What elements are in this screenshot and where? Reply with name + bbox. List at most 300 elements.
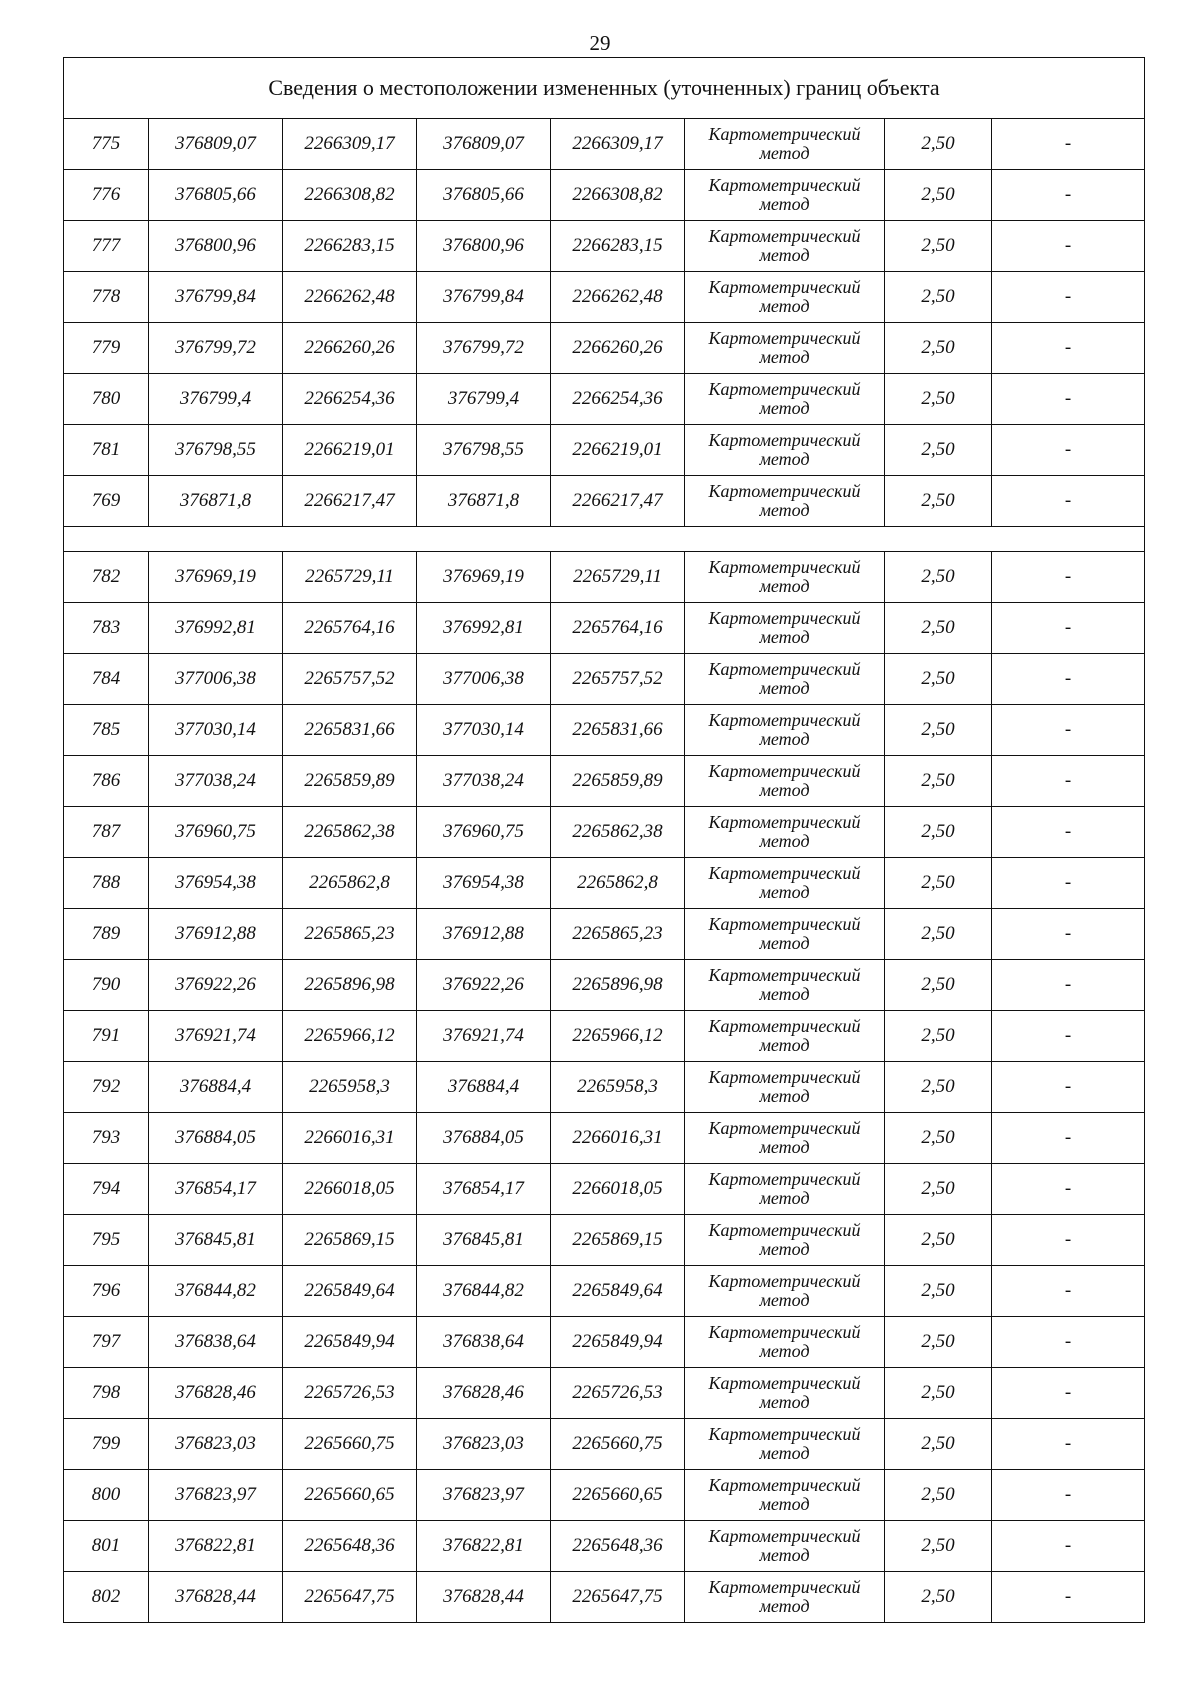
existing-y-cell: 2265849,94 [283,1317,417,1368]
point-number-cell: 800 [64,1470,149,1521]
method-line2: метод [759,1086,810,1106]
method-line2: метод [759,882,810,902]
table-row [64,1011,1145,1062]
existing-y-cell: 2265966,12 [283,1011,417,1062]
method-line1: Картометрический [708,328,861,348]
method-line2: метод [759,1137,810,1157]
existing-x-cell: 376823,97 [149,1470,283,1521]
accuracy-cell: 2,50 [885,374,992,425]
method-line1: Картометрический [708,430,861,450]
point-number-cell: 775 [64,119,149,170]
refined-x-cell: 376912,88 [417,909,551,960]
refined-y-cell: 2265764,16 [551,603,685,654]
accuracy-cell: 2,50 [885,552,992,603]
note-cell: - [992,272,1145,323]
point-number-cell: 787 [64,807,149,858]
point-number-cell: 784 [64,654,149,705]
method-cell [685,603,885,654]
table-row [64,1317,1145,1368]
note-cell: - [992,1470,1145,1521]
refined-y-cell: 2265958,3 [551,1062,685,1113]
refined-x-cell: 376844,82 [417,1266,551,1317]
method-line1: Картометрический [708,965,861,985]
note-cell: - [992,960,1145,1011]
method-cell [685,756,885,807]
refined-y-cell: 2266309,17 [551,119,685,170]
method-line1: Картометрический [708,1577,861,1597]
method-line2: метод [759,1239,810,1259]
refined-y-cell: 2265831,66 [551,705,685,756]
refined-y-cell: 2265849,64 [551,1266,685,1317]
existing-x-cell: 376912,88 [149,909,283,960]
method-cell [685,1521,885,1572]
method-cell [685,1368,885,1419]
method-line2: метод [759,245,810,265]
existing-x-cell: 376805,66 [149,170,283,221]
existing-x-cell: 376884,4 [149,1062,283,1113]
table-row [64,552,1145,603]
refined-y-cell: 2265726,53 [551,1368,685,1419]
method-line1: Картометрический [708,481,861,501]
refined-x-cell: 376822,81 [417,1521,551,1572]
table-row [64,1470,1145,1521]
note-cell: - [992,221,1145,272]
refined-y-cell: 2265862,38 [551,807,685,858]
method-line2: метод [759,576,810,596]
method-line1: Картометрический [708,124,861,144]
note-cell: - [992,425,1145,476]
refined-x-cell: 376799,4 [417,374,551,425]
method-line2: метод [759,1035,810,1055]
note-cell: - [992,909,1145,960]
method-line2: метод [759,627,810,647]
accuracy-cell: 2,50 [885,654,992,705]
method-line1: Картометрический [708,226,861,246]
accuracy-cell: 2,50 [885,170,992,221]
refined-y-cell: 2265729,11 [551,552,685,603]
existing-x-cell: 376809,07 [149,119,283,170]
existing-y-cell: 2266254,36 [283,374,417,425]
table-row [64,756,1145,807]
accuracy-cell: 2,50 [885,1164,992,1215]
method-cell [685,909,885,960]
method-line1: Картометрический [708,914,861,934]
existing-y-cell: 2265764,16 [283,603,417,654]
note-cell: - [992,323,1145,374]
point-number-cell: 802 [64,1572,149,1623]
method-line1: Картометрический [708,1322,861,1342]
existing-x-cell: 377030,14 [149,705,283,756]
table-row [64,603,1145,654]
method-line1: Картометрический [708,608,861,628]
refined-y-cell: 2265660,75 [551,1419,685,1470]
note-cell: - [992,1215,1145,1266]
method-cell [685,476,885,527]
point-number-cell: 793 [64,1113,149,1164]
existing-y-cell: 2265849,64 [283,1266,417,1317]
refined-x-cell: 376871,8 [417,476,551,527]
table-title-row [64,58,1145,119]
group-separator [64,527,1145,552]
note-cell: - [992,1011,1145,1062]
method-line1: Картометрический [708,1169,861,1189]
refined-y-cell: 2265865,23 [551,909,685,960]
method-cell [685,323,885,374]
existing-x-cell: 376838,64 [149,1317,283,1368]
refined-x-cell: 376823,03 [417,1419,551,1470]
existing-y-cell: 2266016,31 [283,1113,417,1164]
refined-x-cell: 377006,38 [417,654,551,705]
table-row [64,909,1145,960]
accuracy-cell: 2,50 [885,1419,992,1470]
point-number-cell: 783 [64,603,149,654]
existing-x-cell: 376844,82 [149,1266,283,1317]
refined-y-cell: 2265757,52 [551,654,685,705]
table-row [64,119,1145,170]
existing-y-cell: 2265831,66 [283,705,417,756]
refined-y-cell: 2266016,31 [551,1113,685,1164]
accuracy-cell: 2,50 [885,1266,992,1317]
method-line1: Картометрический [708,761,861,781]
method-line2: метод [759,398,810,418]
accuracy-cell: 2,50 [885,1062,992,1113]
refined-x-cell: 377030,14 [417,705,551,756]
method-cell [685,1062,885,1113]
point-number-cell: 801 [64,1521,149,1572]
method-cell [685,1215,885,1266]
accuracy-cell: 2,50 [885,1368,992,1419]
existing-x-cell: 377038,24 [149,756,283,807]
point-number-cell: 798 [64,1368,149,1419]
method-line2: метод [759,1341,810,1361]
note-cell: - [992,119,1145,170]
note-cell: - [992,807,1145,858]
existing-x-cell: 376800,96 [149,221,283,272]
existing-y-cell: 2265726,53 [283,1368,417,1419]
refined-x-cell: 376799,84 [417,272,551,323]
group-separator-row [64,527,1145,552]
accuracy-cell: 2,50 [885,1317,992,1368]
method-cell [685,858,885,909]
accuracy-cell: 2,50 [885,1215,992,1266]
existing-y-cell: 2266217,47 [283,476,417,527]
point-number-cell: 792 [64,1062,149,1113]
method-cell [685,170,885,221]
accuracy-cell: 2,50 [885,272,992,323]
refined-y-cell: 2266254,36 [551,374,685,425]
table-row [64,170,1145,221]
method-line2: метод [759,296,810,316]
point-number-cell: 779 [64,323,149,374]
note-cell: - [992,1164,1145,1215]
existing-x-cell: 376828,44 [149,1572,283,1623]
existing-y-cell: 2265859,89 [283,756,417,807]
existing-y-cell: 2266018,05 [283,1164,417,1215]
accuracy-cell: 2,50 [885,1113,992,1164]
refined-x-cell: 376845,81 [417,1215,551,1266]
refined-y-cell: 2265849,94 [551,1317,685,1368]
method-cell [685,705,885,756]
refined-x-cell: 376954,38 [417,858,551,909]
existing-x-cell: 376854,17 [149,1164,283,1215]
method-line1: Картометрический [708,863,861,883]
point-number-cell: 794 [64,1164,149,1215]
method-line2: метод [759,347,810,367]
existing-x-cell: 376799,4 [149,374,283,425]
existing-y-cell: 2265757,52 [283,654,417,705]
point-number-cell: 797 [64,1317,149,1368]
method-cell [685,1011,885,1062]
method-cell [685,1113,885,1164]
table-row [64,858,1145,909]
refined-x-cell: 376828,44 [417,1572,551,1623]
existing-x-cell: 376922,26 [149,960,283,1011]
method-cell [685,374,885,425]
existing-y-cell: 2265862,38 [283,807,417,858]
refined-x-cell: 376960,75 [417,807,551,858]
existing-y-cell: 2266260,26 [283,323,417,374]
accuracy-cell: 2,50 [885,807,992,858]
existing-y-cell: 2265647,75 [283,1572,417,1623]
table-row [64,221,1145,272]
refined-x-cell: 376800,96 [417,221,551,272]
method-line2: метод [759,984,810,1004]
method-line2: метод [759,1443,810,1463]
table-row [64,425,1145,476]
existing-x-cell: 376828,46 [149,1368,283,1419]
refined-y-cell: 2266217,47 [551,476,685,527]
existing-x-cell: 376992,81 [149,603,283,654]
note-cell: - [992,1419,1145,1470]
method-cell [685,221,885,272]
accuracy-cell: 2,50 [885,425,992,476]
method-line1: Картометрический [708,659,861,679]
refined-x-cell: 376828,46 [417,1368,551,1419]
method-line2: метод [759,831,810,851]
table-row [64,1062,1145,1113]
method-cell [685,119,885,170]
existing-x-cell: 376969,19 [149,552,283,603]
method-line1: Картометрический [708,1067,861,1087]
point-number-cell: 795 [64,1215,149,1266]
point-number-cell: 799 [64,1419,149,1470]
point-number-cell: 789 [64,909,149,960]
method-line1: Картометрический [708,557,861,577]
table-row [64,705,1145,756]
refined-x-cell: 376799,72 [417,323,551,374]
method-line1: Картометрический [708,1475,861,1495]
method-line2: метод [759,449,810,469]
method-cell [685,552,885,603]
existing-x-cell: 376799,72 [149,323,283,374]
table-row [64,1164,1145,1215]
accuracy-cell: 2,50 [885,909,992,960]
note-cell: - [992,1368,1145,1419]
page-number: 29 [589,31,611,55]
table-row [64,1572,1145,1623]
accuracy-cell: 2,50 [885,476,992,527]
accuracy-cell: 2,50 [885,1572,992,1623]
note-cell: - [992,374,1145,425]
method-line1: Картометрический [708,1271,861,1291]
refined-x-cell: 376805,66 [417,170,551,221]
refined-x-cell: 376969,19 [417,552,551,603]
point-number-cell: 778 [64,272,149,323]
refined-x-cell: 376838,64 [417,1317,551,1368]
note-cell: - [992,552,1145,603]
point-number-cell: 782 [64,552,149,603]
existing-x-cell: 376799,84 [149,272,283,323]
accuracy-cell: 2,50 [885,119,992,170]
method-cell [685,1317,885,1368]
refined-x-cell: 376798,55 [417,425,551,476]
existing-x-cell: 376798,55 [149,425,283,476]
method-line2: метод [759,933,810,953]
existing-y-cell: 2266308,82 [283,170,417,221]
note-cell: - [992,1572,1145,1623]
table-row [64,654,1145,705]
method-line2: метод [759,1494,810,1514]
note-cell: - [992,1521,1145,1572]
point-number-cell: 777 [64,221,149,272]
method-line2: метод [759,1392,810,1412]
method-line2: метод [759,1596,810,1616]
refined-y-cell: 2265647,75 [551,1572,685,1623]
existing-y-cell: 2265865,23 [283,909,417,960]
existing-x-cell: 376921,74 [149,1011,283,1062]
point-number-cell: 780 [64,374,149,425]
existing-y-cell: 2265660,65 [283,1470,417,1521]
method-line2: метод [759,1545,810,1565]
refined-y-cell: 2266018,05 [551,1164,685,1215]
method-line2: метод [759,678,810,698]
table-row [64,374,1145,425]
method-cell [685,1419,885,1470]
note-cell: - [992,476,1145,527]
point-number-cell: 781 [64,425,149,476]
existing-y-cell: 2266309,17 [283,119,417,170]
refined-y-cell: 2266283,15 [551,221,685,272]
method-cell [685,1266,885,1317]
refined-y-cell: 2265966,12 [551,1011,685,1062]
refined-y-cell: 2266262,48 [551,272,685,323]
boundary-coordinates-table [63,57,1145,1623]
refined-x-cell: 376809,07 [417,119,551,170]
note-cell: - [992,654,1145,705]
table-row [64,272,1145,323]
accuracy-cell: 2,50 [885,323,992,374]
refined-x-cell: 376922,26 [417,960,551,1011]
method-cell [685,272,885,323]
note-cell: - [992,705,1145,756]
method-line2: метод [759,194,810,214]
note-cell: - [992,603,1145,654]
existing-y-cell: 2266283,15 [283,221,417,272]
refined-x-cell: 376992,81 [417,603,551,654]
table-row [64,1419,1145,1470]
note-cell: - [992,1113,1145,1164]
table-row [64,323,1145,374]
refined-x-cell: 376921,74 [417,1011,551,1062]
existing-x-cell: 376845,81 [149,1215,283,1266]
method-line1: Картометрический [708,1220,861,1240]
refined-x-cell: 376823,97 [417,1470,551,1521]
note-cell: - [992,1266,1145,1317]
note-cell: - [992,858,1145,909]
existing-x-cell: 376884,05 [149,1113,283,1164]
refined-y-cell: 2265648,36 [551,1521,685,1572]
existing-y-cell: 2265729,11 [283,552,417,603]
existing-y-cell: 2265862,8 [283,858,417,909]
table-row [64,960,1145,1011]
existing-x-cell: 376823,03 [149,1419,283,1470]
existing-x-cell: 376954,38 [149,858,283,909]
method-line1: Картометрический [708,1016,861,1036]
existing-x-cell: 376822,81 [149,1521,283,1572]
method-line1: Картометрический [708,812,861,832]
table-row [64,1368,1145,1419]
accuracy-cell: 2,50 [885,705,992,756]
point-number-cell: 796 [64,1266,149,1317]
method-line1: Картометрический [708,710,861,730]
table-row [64,476,1145,527]
existing-x-cell: 377006,38 [149,654,283,705]
table-row [64,1266,1145,1317]
table-row [64,1113,1145,1164]
accuracy-cell: 2,50 [885,1011,992,1062]
accuracy-cell: 2,50 [885,1521,992,1572]
refined-x-cell: 376884,05 [417,1113,551,1164]
table-row [64,807,1145,858]
method-cell [685,807,885,858]
method-cell [685,425,885,476]
existing-y-cell: 2265896,98 [283,960,417,1011]
existing-y-cell: 2265869,15 [283,1215,417,1266]
method-line1: Картометрический [708,277,861,297]
method-line2: метод [759,500,810,520]
existing-x-cell: 376871,8 [149,476,283,527]
existing-y-cell: 2265660,75 [283,1419,417,1470]
refined-y-cell: 2266219,01 [551,425,685,476]
accuracy-cell: 2,50 [885,756,992,807]
method-line1: Картометрический [708,1373,861,1393]
existing-y-cell: 2265648,36 [283,1521,417,1572]
note-cell: - [992,1062,1145,1113]
method-cell [685,1572,885,1623]
note-cell: - [992,170,1145,221]
point-number-cell: 776 [64,170,149,221]
existing-y-cell: 2266262,48 [283,272,417,323]
refined-y-cell: 2266308,82 [551,170,685,221]
existing-y-cell: 2266219,01 [283,425,417,476]
point-number-cell: 785 [64,705,149,756]
method-line2: метод [759,1290,810,1310]
refined-y-cell: 2265660,65 [551,1470,685,1521]
accuracy-cell: 2,50 [885,603,992,654]
method-line1: Картометрический [708,379,861,399]
existing-x-cell: 376960,75 [149,807,283,858]
method-line2: метод [759,143,810,163]
method-line2: метод [759,729,810,749]
point-number-cell: 790 [64,960,149,1011]
method-line1: Картометрический [708,175,861,195]
note-cell: - [992,1317,1145,1368]
method-cell [685,960,885,1011]
point-number-cell: 791 [64,1011,149,1062]
point-number-cell: 769 [64,476,149,527]
method-cell [685,1470,885,1521]
accuracy-cell: 2,50 [885,960,992,1011]
